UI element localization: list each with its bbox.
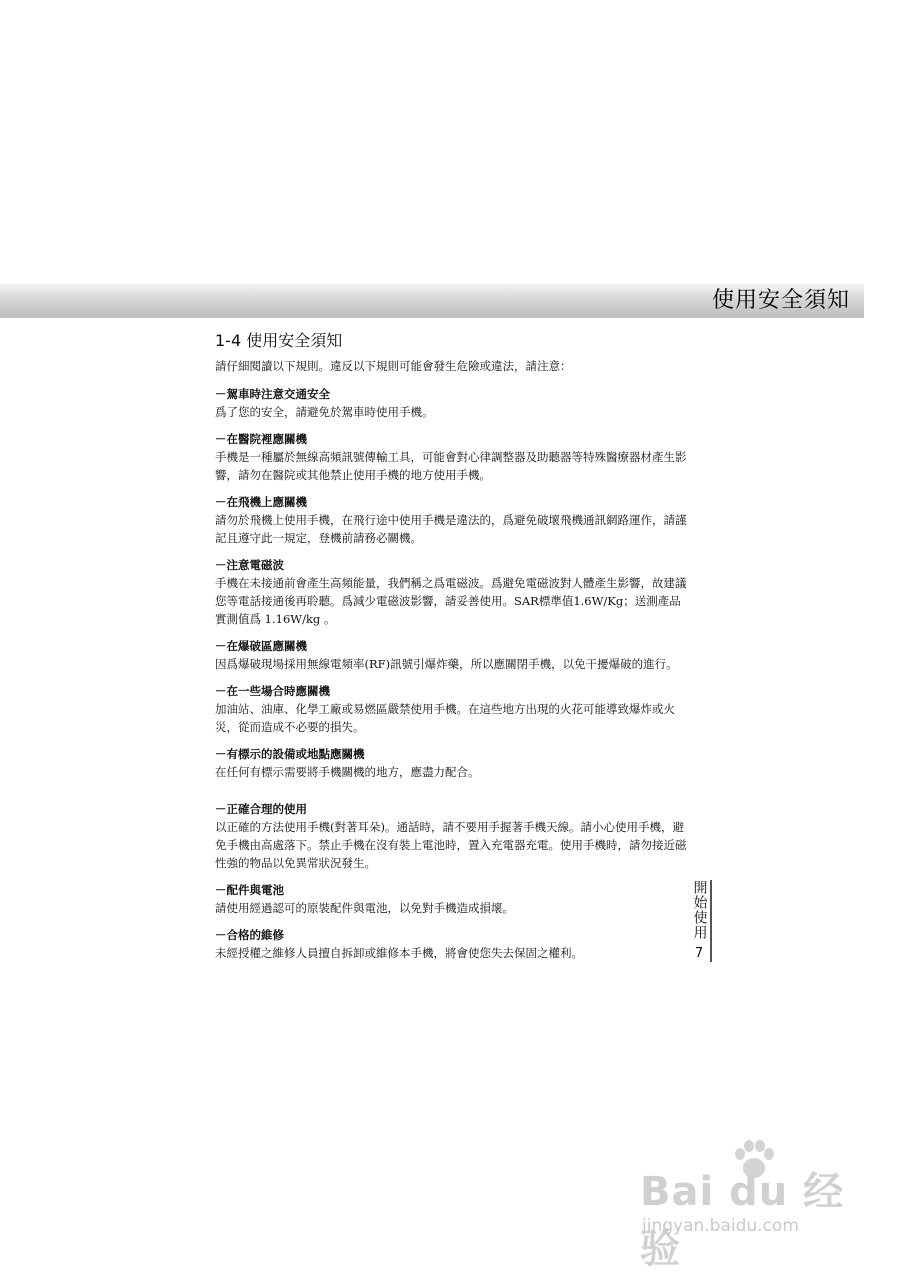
rule-title: －在醫院裡應關機 bbox=[215, 432, 307, 446]
rule-body: 在任何有標示需要將手機關機的地方，應盡力配合。 bbox=[215, 765, 480, 779]
rule-title: －在爆破區應關機 bbox=[215, 639, 307, 653]
rule-title: －正確合理的使用 bbox=[215, 802, 307, 816]
rule-block-hazard-areas bbox=[215, 683, 690, 736]
rule-body: 未經授權之維修人員擅自拆卸或維修本手機，將會使您失去保固之權利。 bbox=[215, 946, 583, 960]
rule-block-hospital bbox=[215, 431, 690, 484]
rule-block-driving bbox=[215, 386, 690, 421]
baidu-watermark bbox=[640, 1140, 870, 1272]
chapter-side-tab bbox=[688, 880, 712, 962]
rule-block-accessories bbox=[215, 882, 690, 917]
rule-title: －配件與電池 bbox=[215, 883, 284, 897]
rule-block-marked-areas bbox=[215, 746, 690, 781]
header-bar bbox=[0, 284, 864, 318]
rule-body: 手機在未接通前會產生高頻能量，我們稱之爲電磁波。爲避免電磁波對人體產生影響，故建議您等電話接通後再聆聽。爲減少電磁波影響，請妥善使用。SAR標準值1.6W/Kg；送測產品實測值爲 1.16W/kg 。 bbox=[215, 576, 687, 626]
section-heading: 1-4 使用安全須知 bbox=[215, 331, 343, 350]
page-header-title: 使用安全須知 bbox=[711, 288, 850, 313]
rule-body: 因爲爆破現場採用無線電頻率(RF)訊號引爆炸藥，所以應關閉手機，以免干擾爆破的進行。 bbox=[215, 657, 678, 671]
watermark-logo: Bai du 经验 bbox=[640, 1169, 845, 1272]
intro-text: 請仔細閱讀以下規則。違反以下規則可能會發生危險或違法，請注意： bbox=[215, 359, 572, 373]
page-number: 7 bbox=[694, 946, 704, 961]
rule-body: 請勿於飛機上使用手機，在飛行途中使用手機是違法的，爲避免破壞飛機通訊網路運作，請謹記且遵守此一規定，登機前請務必關機。 bbox=[215, 513, 687, 545]
watermark-url: jingyan.baidu.com bbox=[642, 1216, 799, 1236]
rule-body: 請使用經過認可的原裝配件與電池，以免對手機造成損壞。 bbox=[215, 901, 514, 915]
rule-body: 以正確的方法使用手機(對著耳朵)。通話時，請不要用手握著手機天線。請小心使用手機，避免手機由高處落下。禁止手機在沒有裝上電池時，置入充電器充電。使用手機時，請勿接近磁性強的物品以免異常狀況發生。 bbox=[215, 820, 687, 870]
rule-title: －有標示的設備或地點應關機 bbox=[215, 747, 365, 761]
rule-title: －駕車時注意交通安全 bbox=[215, 387, 330, 401]
rule-block-blasting bbox=[215, 638, 690, 673]
rule-title: －注意電磁波 bbox=[215, 558, 284, 572]
rule-block-airplane bbox=[215, 494, 690, 547]
rule-block-proper-use bbox=[215, 801, 690, 872]
chapter-label: 開始使用 bbox=[691, 880, 708, 940]
rule-block-radiation bbox=[215, 557, 690, 628]
rule-title: －在一些場合時應關機 bbox=[215, 684, 330, 698]
main-content bbox=[215, 330, 690, 972]
rule-title: －在飛機上應關機 bbox=[215, 495, 307, 509]
rule-block-repair bbox=[215, 927, 690, 962]
rule-body: 手機是一種屬於無線高頻訊號傳輸工具，可能會對心律調整器及助聽器等特殊醫療器材產生影響，請勿在醫院或其他禁止使用手機的地方使用手機。 bbox=[215, 450, 687, 482]
rule-body: 加油站、油庫、化學工廠或易燃區嚴禁使用手機。在這些地方出現的火花可能導致爆炸或火災，從而造成不必要的損失。 bbox=[215, 702, 675, 734]
rule-title: －合格的維修 bbox=[215, 928, 284, 942]
rule-body: 爲了您的安全，請避免於駕車時使用手機。 bbox=[215, 405, 434, 419]
